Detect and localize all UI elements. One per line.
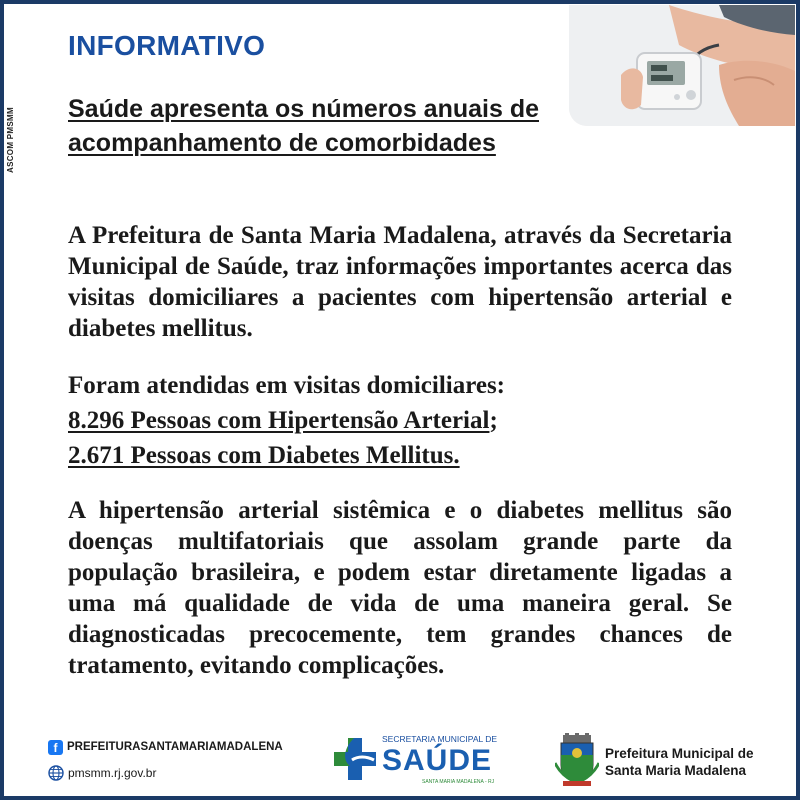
stats-hypertension [68,403,732,438]
stats-hypertension-suffix: ; [489,407,498,434]
prefeitura-logo [555,733,785,789]
closing-paragraph: A hipertensão arterial sistêmica e o diabetes mellitus são doenças multifatoriais que assolam grande parte da população brasileira, e podem estar diretamente ligadas a uma má qualidade de vida de uma maneira geral. Se diagnosticadas precocemente, tem grandes chances de tratamento, evitando complicações. [68,497,732,679]
stats-diabetes-text: 2.671 Pessoas com Diabetes Mellitus. [68,442,460,469]
prefeitura-name [605,745,754,779]
stats-hypertension-text: 8.296 Pessoas com Hipertensão Arterial [68,407,490,434]
website-url: pmsmm.rj.gov.br [68,766,157,780]
saude-logo-sub: SANTA MARIA MADALENA - RJ [422,779,495,785]
intro-paragraph: A Prefeitura de Santa Maria Madalena, através da Secretaria Municipal de Saúde, traz informações importantes acerca das visitas domiciliares a pacientes com hipertensão arterial e diabetes mellitus. [68,222,732,342]
medical-cross-icon [330,734,380,784]
stats-block [68,368,732,473]
headline: Saúde apresenta os números anuais de acompanhamento de comorbidades [68,95,539,157]
facebook-handle: PREFEITURASANTAMARIAMADALENA [67,741,283,753]
prefeitura-line1: Prefeitura Municipal de [605,746,754,761]
secretaria-saude-logo [330,730,500,790]
stats-intro: Foram atendidas em visitas domiciliares: [68,372,505,399]
facebook-icon: f [48,740,63,755]
social-links [48,738,283,790]
photo-credit: ASCOM PMSMM [6,107,15,173]
stats-diabetes [68,438,732,473]
blood-pressure-illustration [569,5,795,126]
prefeitura-line2: Santa Maria Madalena [605,763,747,778]
facebook-link[interactable] [48,738,283,756]
saude-logo-main: SAÚDE [382,744,493,777]
website-link[interactable] [48,764,283,782]
municipal-crest-icon [555,733,599,787]
globe-icon [48,765,64,781]
kicker-label: INFORMATIVO [68,30,266,61]
blood-pressure-photo [569,5,795,126]
saude-logo-top: SECRETARIA MUNICIPAL DE [382,734,498,744]
